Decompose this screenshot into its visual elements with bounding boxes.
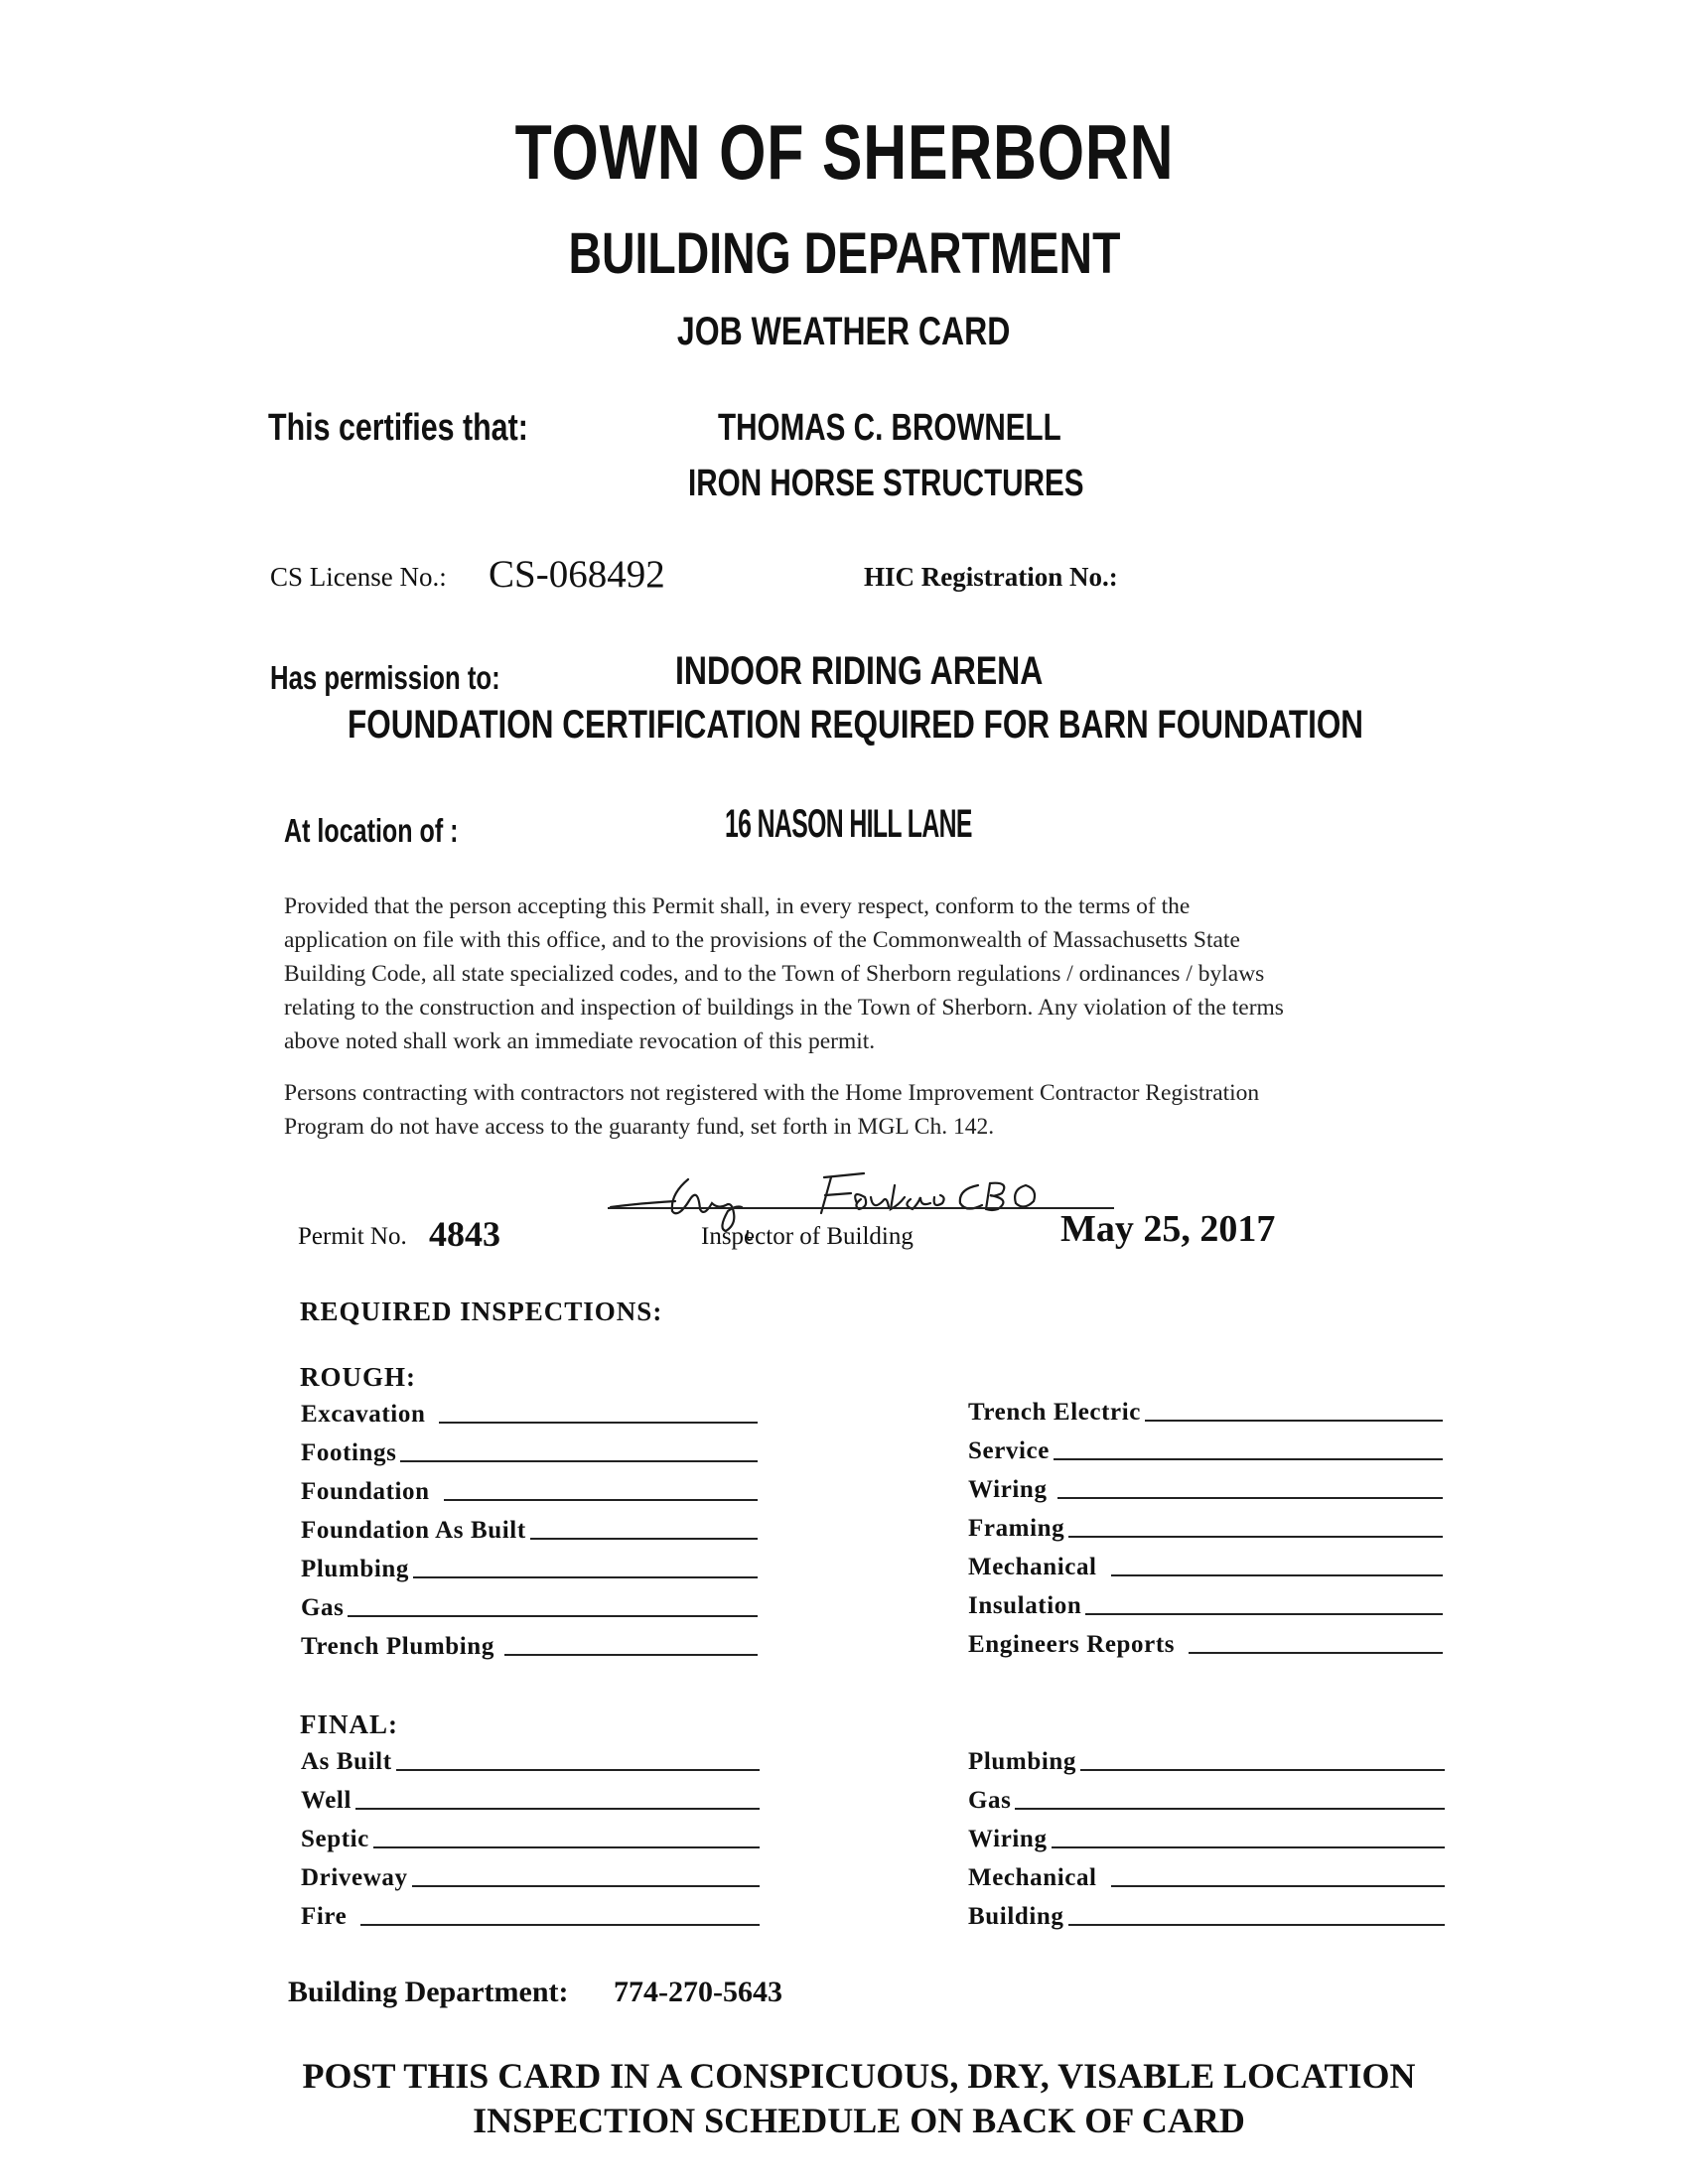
phone-label: Building Department: [288, 1976, 569, 2008]
inspection-sign-line[interactable] [1111, 1885, 1445, 1887]
final-heading: FINAL: [300, 1709, 398, 1739]
inspection-item [968, 1554, 1443, 1581]
inspection-item [301, 1478, 758, 1506]
inspection-item [301, 1903, 760, 1931]
inspection-label: Framing [968, 1515, 1065, 1542]
inspection-sign-line[interactable] [355, 1808, 760, 1810]
terms-line: relating to the construction and inspection of buildings in the Town of Sherborn. Any violation of the terms [284, 995, 1284, 1021]
inspection-label: Wiring [968, 1476, 1048, 1503]
inspector-label: Inspector of Building [701, 1223, 914, 1250]
inspection-sign-line[interactable] [1145, 1420, 1443, 1422]
inspection-item [301, 1401, 758, 1429]
inspection-label: Plumbing [301, 1556, 409, 1582]
inspection-sign-line[interactable] [360, 1924, 760, 1926]
schedule-notice-row [15, 2100, 1688, 2141]
inspection-item [301, 1517, 758, 1545]
town-title-row [0, 107, 1688, 198]
permission-label: Has permission to: [270, 659, 500, 696]
inspection-label: Well [301, 1787, 352, 1814]
inspection-label: Fire [301, 1903, 348, 1930]
location-label: At location of : [284, 812, 459, 849]
inspection-label: Gas [968, 1787, 1012, 1814]
inspection-label: Plumbing [968, 1748, 1076, 1775]
terms-line: above noted shall work an immediate revocation of this permit. [284, 1028, 876, 1054]
rough-heading: ROUGH: [300, 1362, 416, 1392]
terms-line: application on file with this office, and to the provisions of the Commonwealth of Massachusetts State [284, 927, 1240, 953]
inspection-label: As Built [301, 1748, 392, 1775]
inspection-label: Insulation [968, 1592, 1082, 1619]
inspection-label: Trench Plumbing [301, 1633, 494, 1660]
post-notice: POST THIS CARD IN A CONSPICUOUS, DRY, VISABLE LOCATION [302, 2056, 1416, 2096]
inspection-item [301, 1748, 760, 1776]
certifies-label: This certifies that: [268, 407, 528, 449]
phone-number: 774-270-5643 [614, 1976, 782, 2008]
inspection-label: Footings [301, 1439, 397, 1466]
inspection-item [301, 1633, 758, 1661]
signature-line [608, 1207, 1114, 1209]
terms-line: Building Code, all state specialized codes, and to the Town of Sherborn regulations / ordinances / bylaws [284, 961, 1265, 987]
inspection-label: Building [968, 1903, 1064, 1930]
inspection-label: Trench Electric [968, 1399, 1141, 1426]
inspection-item [968, 1903, 1445, 1931]
inspection-label: Mechanical [968, 1554, 1097, 1580]
inspection-sign-line[interactable] [1015, 1808, 1445, 1810]
inspection-item [968, 1787, 1445, 1815]
inspection-sign-line[interactable] [1111, 1574, 1443, 1576]
inspection-sign-line[interactable] [412, 1885, 760, 1887]
permit-date: May 25, 2017 [1060, 1208, 1276, 1250]
department-title: BUILDING DEPARTMENT [568, 221, 1120, 286]
inspection-label: Driveway [301, 1864, 408, 1891]
inspection-label: Excavation [301, 1401, 426, 1428]
inspection-sign-line[interactable] [1068, 1924, 1445, 1926]
inspection-label: Gas [301, 1594, 345, 1621]
permission-note: FOUNDATION CERTIFICATION REQUIRED FOR BARN FOUNDATION [348, 703, 1364, 747]
inspection-label: Service [968, 1437, 1050, 1464]
inspection-sign-line[interactable] [396, 1769, 760, 1771]
inspection-sign-line[interactable] [439, 1422, 758, 1424]
department-title-row [0, 220, 1688, 287]
inspection-sign-line[interactable] [1057, 1497, 1443, 1499]
inspection-item [301, 1439, 758, 1467]
terms-line: Provided that the person accepting this Permit shall, in every respect, conform to the terms of the [284, 893, 1191, 919]
cs-license-value: CS-068492 [489, 553, 665, 596]
inspection-label: Wiring [968, 1826, 1048, 1852]
card-type-title: JOB WEATHER CARD [677, 310, 1011, 353]
inspection-sign-line[interactable] [1054, 1458, 1443, 1460]
inspection-item [968, 1864, 1445, 1892]
inspection-item [968, 1437, 1443, 1465]
inspection-label: Septic [301, 1826, 369, 1852]
permit-number-label: Permit No. [298, 1223, 407, 1250]
hic-notice-line: Program do not have access to the guaranty fund, set forth in MGL Ch. 142. [284, 1114, 995, 1140]
hic-notice-paragraph [284, 1076, 1259, 1144]
certified-company: IRON HORSE STRUCTURES [688, 463, 1084, 504]
inspection-item [968, 1399, 1443, 1427]
inspection-sign-line[interactable] [373, 1846, 760, 1848]
inspection-item [301, 1787, 760, 1815]
inspection-item [968, 1826, 1445, 1853]
card-type-row [0, 310, 1688, 354]
permit-number: 4843 [429, 1214, 500, 1254]
terms-paragraph [284, 889, 1284, 1058]
inspection-sign-line[interactable] [1068, 1536, 1443, 1538]
inspection-sign-line[interactable] [1052, 1846, 1445, 1848]
inspection-item [968, 1631, 1443, 1659]
inspection-sign-line[interactable] [1085, 1613, 1443, 1615]
inspection-sign-line[interactable] [413, 1576, 758, 1578]
cs-license-label: CS License No.: [270, 562, 447, 592]
inspection-item [301, 1826, 760, 1853]
inspection-item [968, 1515, 1443, 1543]
inspection-sign-line[interactable] [400, 1460, 758, 1462]
inspection-item [301, 1556, 758, 1583]
inspection-sign-line[interactable] [504, 1654, 758, 1656]
schedule-notice: INSPECTION SCHEDULE ON BACK OF CARD [473, 2101, 1245, 2140]
hic-registration-label: HIC Registration No.: [864, 562, 1118, 592]
inspection-sign-line[interactable] [444, 1499, 758, 1501]
inspection-item [301, 1864, 760, 1892]
inspection-item [968, 1476, 1443, 1504]
required-inspections-heading: REQUIRED INSPECTIONS: [300, 1297, 663, 1326]
inspection-label: Foundation As Built [301, 1517, 526, 1544]
inspection-sign-line[interactable] [530, 1538, 758, 1540]
town-title: TOWN OF SHERBORN [514, 108, 1174, 196]
certified-name: THOMAS C. BROWNELL [718, 407, 1061, 449]
permitted-work: INDOOR RIDING ARENA [675, 649, 1044, 693]
inspection-label: Mechanical [968, 1864, 1097, 1891]
inspection-sign-line[interactable] [348, 1615, 758, 1617]
inspection-label: Engineers Reports [968, 1631, 1176, 1658]
post-notice-row [15, 2055, 1688, 2097]
inspection-item [968, 1748, 1445, 1776]
inspection-sign-line[interactable] [1080, 1769, 1445, 1771]
location-address: 16 NASON HILL LANE [725, 802, 972, 846]
inspection-item [968, 1592, 1443, 1620]
inspection-label: Foundation [301, 1478, 430, 1505]
inspection-item [301, 1594, 758, 1622]
inspection-sign-line[interactable] [1189, 1652, 1443, 1654]
hic-notice-line: Persons contracting with contractors not registered with the Home Improvement Contractor Registration [284, 1080, 1260, 1106]
